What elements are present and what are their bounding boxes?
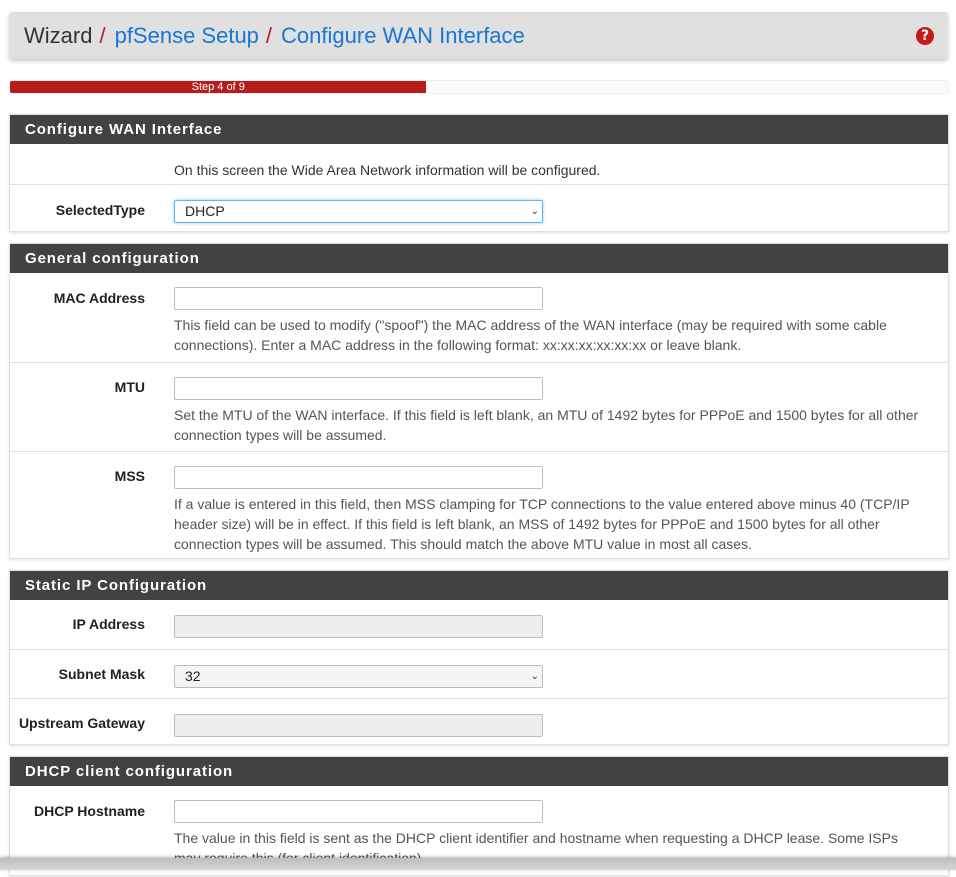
mss-label: MSS [114, 468, 145, 484]
panel-general-configuration [9, 243, 949, 559]
ip-address-input[interactable] [174, 615, 543, 638]
breadcrumb-separator: / [265, 22, 273, 48]
mac-address-input[interactable] [174, 287, 543, 310]
progress-fill [10, 81, 426, 93]
breadcrumb-root: Wizard [24, 22, 93, 48]
window-bottom-edge [0, 858, 956, 870]
breadcrumb [9, 12, 948, 59]
selected-type-row [10, 184, 948, 232]
upstream-gateway-label: Upstream Gateway [18, 715, 145, 731]
chevron-down-icon: ⌄ [530, 206, 539, 217]
panel-title: Static IP Configuration [10, 571, 948, 600]
subnet-mask-select[interactable] [174, 665, 543, 688]
breadcrumb-link-configure-wan[interactable]: Configure WAN Interface [281, 22, 525, 48]
upstream-gateway-input[interactable] [174, 714, 543, 737]
panel-configure-wan [9, 114, 949, 232]
subnet-mask-row [10, 649, 948, 698]
selected-type-value: DHCP [185, 203, 225, 219]
mtu-help: Set the MTU of the WAN interface. If this field is left blank, an MTU of 1492 bytes for PPPoE and 1500 bytes for all other connection types will be assumed. [174, 407, 919, 443]
subnet-mask-value: 32 [185, 668, 201, 684]
mac-row [10, 273, 948, 362]
chevron-down-icon: ⌄ [530, 671, 539, 682]
progress-label: Step 4 of 9 [191, 81, 245, 93]
dhcp-hostname-input[interactable] [174, 800, 543, 823]
dhcp-hostname-label: DHCP Hostname [34, 803, 145, 819]
mss-input[interactable] [174, 466, 543, 489]
panel-static-ip-configuration [9, 570, 949, 745]
panel-title: DHCP client configuration [10, 757, 948, 786]
mac-address-label: MAC Address [53, 290, 145, 306]
mss-row [10, 451, 948, 559]
dhcp-hostname-help: The value in this field is sent as the DHCP client identifier and hostname when requesting a DHCP lease. Some ISPs [174, 830, 898, 846]
intro-row [10, 144, 948, 184]
upstream-gateway-row [10, 698, 948, 747]
wizard-progress-bar [9, 80, 949, 94]
mac-address-help: This field can be used to modify ("spoof") the MAC address of the WAN interface (may be required with some cable connections). Enter a MAC address in the following format: xx:xx:xx:xx:xx:xx or leave blank. [174, 317, 887, 353]
subnet-mask-label: Subnet Mask [58, 666, 145, 682]
breadcrumb-separator: / [99, 22, 106, 48]
mtu-label: MTU [114, 379, 145, 395]
breadcrumb-link-pfsense-setup[interactable]: pfSense Setup [114, 22, 259, 48]
ip-address-label: IP Address [72, 616, 145, 632]
help-icon[interactable]: ? [916, 27, 934, 45]
mss-help: If a value is entered in this field, then MSS clamping for TCP connections to the value entered above minus 40 (TCP/IP header size) will be in effect. If this field is left blank, an MSS of 1492 bytes for PPPoE and 1500 bytes for all other connection types will be assumed. This should match the above MTU value in most all cases. [174, 496, 910, 552]
intro-text: On this screen the Wide Area Network information will be configured. [174, 162, 601, 178]
mtu-input[interactable] [174, 377, 543, 400]
ip-address-row [10, 600, 948, 649]
selected-type-label: SelectedType [55, 202, 145, 218]
panel-title: General configuration [10, 244, 948, 273]
panel-title: Configure WAN Interface [10, 115, 948, 144]
mtu-row [10, 362, 948, 451]
selected-type-select[interactable] [174, 200, 543, 223]
